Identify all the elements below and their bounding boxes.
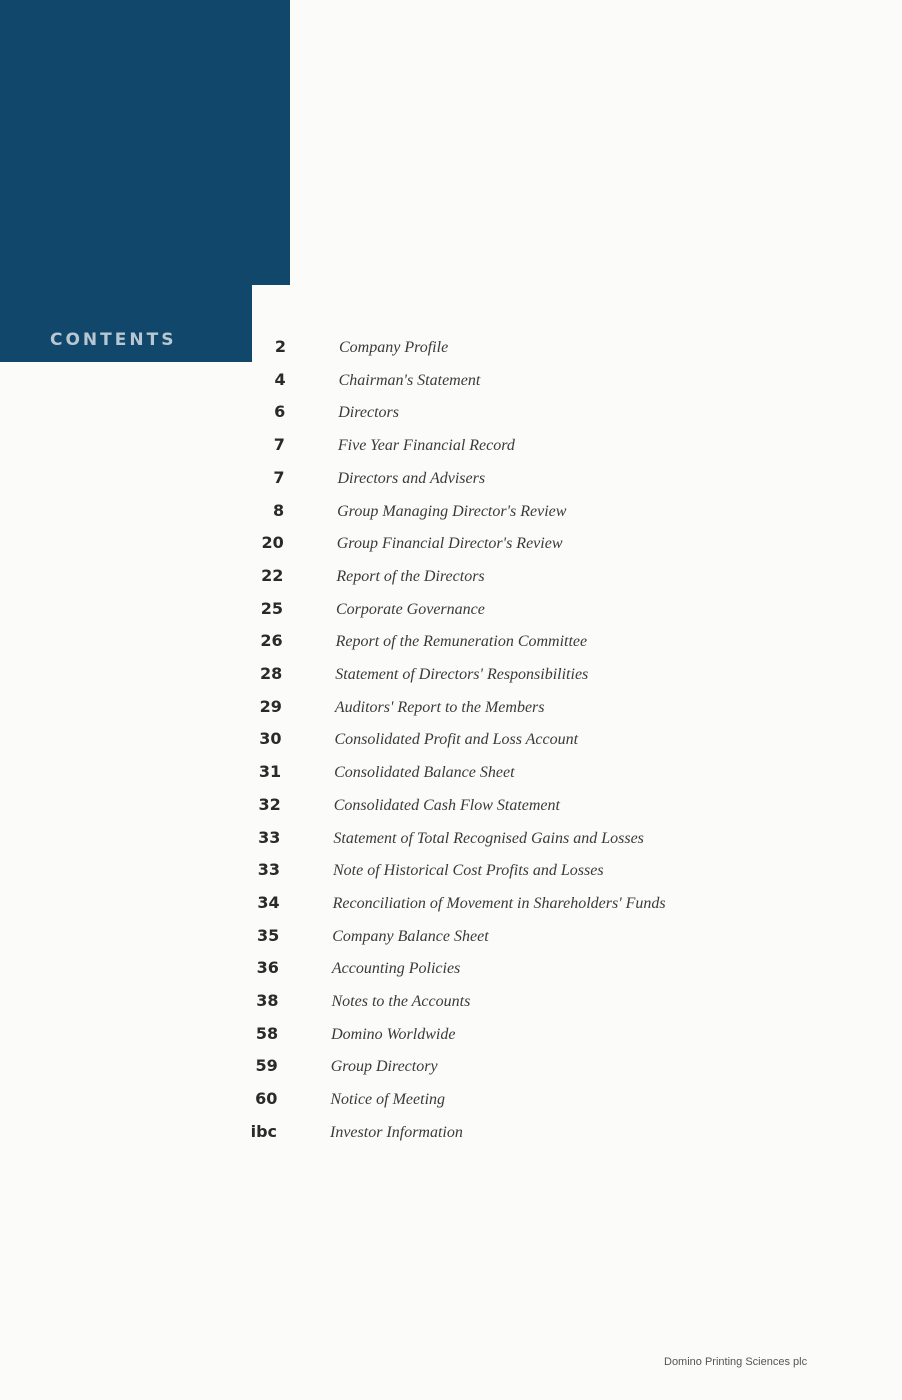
- toc-page-number: 7: [273, 467, 285, 487]
- toc-entry: [0, 630, 902, 656]
- toc-page-number: 36: [256, 958, 279, 978]
- toc-entry-title: Consolidated Profit and Loss Account: [334, 731, 579, 749]
- toc-entry: [0, 467, 902, 493]
- toc-entry-title: Corporate Governance: [336, 600, 485, 618]
- toc-entry: [0, 794, 902, 820]
- toc-entry-title: Domino Worldwide: [331, 1025, 456, 1043]
- toc-entry: [0, 859, 902, 885]
- toc-entry: [0, 761, 902, 787]
- toc-entry: [0, 663, 902, 689]
- footer-company-name: Domino Printing Sciences plc: [664, 1356, 808, 1368]
- toc-entry-title: Notice of Meeting: [330, 1091, 446, 1109]
- toc-page-number: 34: [257, 892, 280, 912]
- toc-entry-title: Accounting Policies: [331, 960, 461, 978]
- toc-entry-title: Company Balance Sheet: [332, 927, 489, 945]
- toc-entry: [0, 1023, 902, 1049]
- toc-page-number: 58: [255, 1023, 279, 1043]
- toc-entry: [0, 434, 902, 460]
- toc-entry: [0, 565, 902, 591]
- toc-entry: [0, 696, 902, 722]
- toc-entry-title: Group Financial Director's Review: [336, 535, 563, 553]
- toc-entry-title: Statement of Total Recognised Gains and Losses: [333, 829, 644, 847]
- toc-page-number: 22: [261, 565, 284, 585]
- toc-entry-title: Company Profile: [339, 339, 449, 356]
- toc-page-number: ibc: [250, 1121, 277, 1141]
- toc-entry: [0, 1121, 902, 1147]
- toc-entry: [0, 401, 902, 427]
- toc-page-number: 29: [259, 696, 282, 716]
- toc-entry: [0, 500, 902, 526]
- toc-entry-title: Note of Historical Cost Profits and Losses: [333, 862, 604, 880]
- page-title: CONTENTS: [50, 330, 177, 350]
- toc-entry-title: Five Year Financial Record: [337, 437, 515, 455]
- toc-page-number: 33: [257, 860, 280, 880]
- toc-entry-title: Statement of Directors' Responsibilities: [335, 666, 589, 683]
- toc-page-number: 38: [256, 991, 279, 1010]
- toc-entry: [0, 990, 902, 1016]
- toc-entry: [0, 369, 902, 395]
- toc-page-number: 2: [274, 337, 286, 356]
- toc-entry: [0, 728, 902, 754]
- toc-entry: [0, 892, 902, 918]
- toc-entry: [0, 1055, 902, 1081]
- toc-entry: [0, 1088, 902, 1114]
- toc-entry: [0, 925, 902, 951]
- toc-page-number: 6: [274, 402, 286, 422]
- toc-entry-title: Report of the Remuneration Committee: [335, 633, 588, 651]
- toc-page-number: 4: [274, 369, 286, 389]
- toc-entry: [0, 532, 902, 558]
- toc-entry: [0, 598, 902, 624]
- toc-page-number: 7: [273, 435, 285, 455]
- toc-entry-title: Group Directory: [330, 1058, 438, 1076]
- toc-entry-title: Auditors' Report to the Members: [334, 698, 545, 716]
- toc-entry-title: Investor Information: [330, 1123, 463, 1141]
- toc-page-number: 59: [255, 1056, 278, 1076]
- toc-page-number: 20: [261, 533, 284, 553]
- toc-entry: [0, 957, 902, 983]
- toc-page-number: 26: [260, 631, 283, 651]
- toc-entry-title: Group Managing Director's Review: [337, 502, 567, 520]
- toc-page-number: 33: [258, 827, 281, 847]
- toc-entry: [0, 336, 902, 362]
- toc-page-number: 8: [272, 500, 285, 520]
- toc-page-number: 30: [259, 729, 282, 749]
- toc-page-number: 35: [256, 925, 280, 945]
- toc-page-number: 60: [255, 1089, 278, 1109]
- toc-entry-title: Directors: [338, 404, 399, 422]
- toc-entry-title: Directors and Advisers: [337, 469, 486, 487]
- toc-page-number: 28: [259, 664, 283, 683]
- toc-page-number: 32: [258, 794, 281, 814]
- toc-entry-title: Consolidated Cash Flow Statement: [333, 796, 560, 814]
- toc-page-number: 25: [260, 598, 283, 618]
- toc-entry-title: Notes to the Accounts: [331, 993, 471, 1010]
- toc-page-number: 31: [258, 762, 282, 782]
- toc-entry-title: Chairman's Statement: [338, 371, 481, 389]
- toc-entry-title: Reconciliation of Movement in Shareholders' Funds: [332, 894, 666, 912]
- toc-entry-title: Report of the Directors: [336, 567, 485, 585]
- toc-entry: [0, 827, 902, 853]
- toc-entry-title: Consolidated Balance Sheet: [334, 764, 515, 782]
